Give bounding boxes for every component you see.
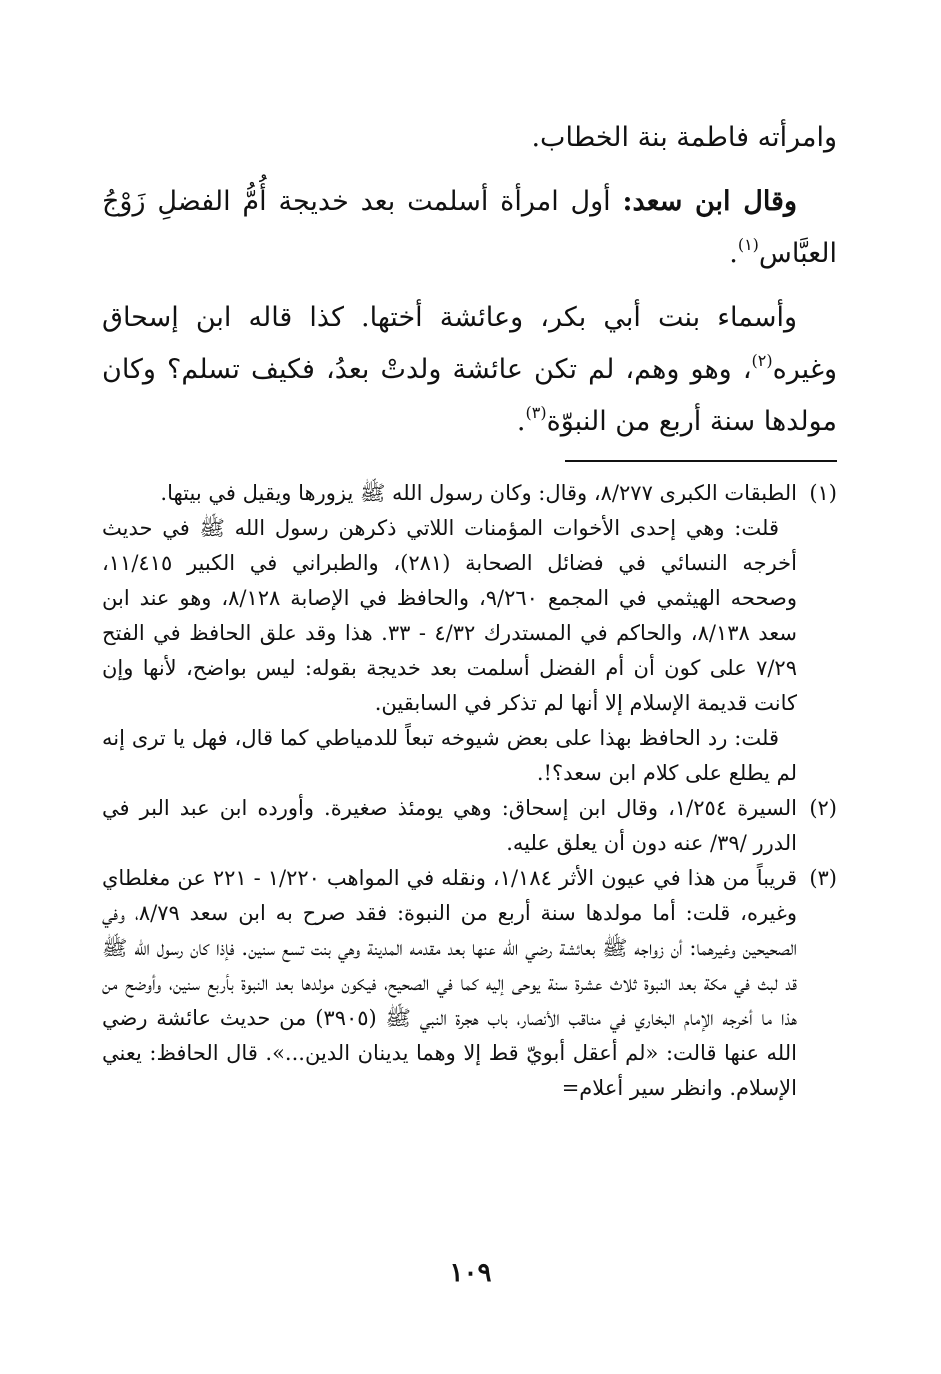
footnotes — [102, 476, 837, 1106]
footnote-3-line-1: قريباً من هذا في عيون الأثر ١/١٨٤، ونقله في المواهب ١/٢٢٠ - ٢٢١ عن مغلطاي وغيره، قلت: أما مولدها سنة أربع من النبوة: فقد صرح به ابن سعد ٨/٧٩، وفي الصحيحين وغيرهما: أن زواجه ﷺ بعائشة رضي الله عنها بعد مقدمه المدينة وهي بنت تسع سنين. فإذا كان رسول الله ﷺ قد لبث في مكة بعد النبوة ثلاث عشرة سنة يوحى إليه كما في الصحيح، فيكون مولدها بعد النبوة بأربع سنين، وأوضح من هذا ما أخرجه الإمام البخاري في مناقب الأنصار، باب هجرة النبي ﷺ (٣٩٠٥) من حديث عائشة رضي الله عنها قالت: «لم أعقل أبويّ قط إلا وهما يدينان الدين...». قال الحافظ: يعني الإسلام. وانظر سير أعلام= — [102, 866, 798, 1100]
footnote-1-line-3: قلت: رد الحافظ بهذا على بعض شيوخه تبعاً للدمياطي كما قال، فهل يا ترى إنه لم يطلع على كلام ابن سعد؟!. — [102, 726, 797, 785]
page-number: ١٠٩ — [449, 1258, 492, 1288]
paragraph-2-text: أول امرأة أسلمت بعد خديجة أُمُّ الفضلِ زَوْجُ العبَّاس — [102, 186, 837, 269]
paragraph-3-tail: . — [516, 406, 526, 437]
main-text — [102, 112, 837, 460]
paragraph-3-middle: ، وهو وهم، لم تكن عائشة ولدتْ بعدُ، فكيف تسلم؟ وكان مولدها سنة أربع من النبوّة — [102, 354, 837, 437]
footnote-3 — [102, 861, 837, 1106]
footnote-3-number: (٣) — [809, 866, 837, 890]
footnote-ref-3[interactable]: (٣) — [525, 403, 547, 422]
footnote-2-line-1: السيرة ١/٢٥٤، وقال ابن إسحاق: وهي يومئذ صغيرة. وأورده ابن عبد البر في الدرر /٣٩/ عنه دون أن يعلق عليه. — [102, 796, 797, 855]
paragraph-2 — [102, 176, 837, 280]
paragraph-1 — [102, 112, 837, 164]
paragraph-1-text: وامرأته فاطمة بنة الخطاب. — [531, 122, 837, 153]
footnote-separator — [565, 460, 837, 462]
footnote-1-number: (١) — [809, 481, 837, 505]
paragraph-2-lead: وقال ابن سعد: — [622, 186, 797, 217]
footnote-ref-1[interactable]: (١) — [737, 235, 759, 254]
footnote-2-number: (٢) — [809, 796, 837, 820]
footnote-2 — [102, 791, 837, 861]
paragraph-3 — [102, 292, 837, 448]
footnote-ref-2[interactable]: (٢) — [751, 351, 773, 370]
footnote-1-line-1: الطبقات الكبرى ٨/٢٧٧، وقال: وكان رسول الله ﷺ يزورها ويقيل في بيتها. — [160, 481, 797, 505]
footnote-1-line-2: قلت: وهي إحدى الأخوات المؤمنات اللاتي ذكرهن رسول الله ﷺ في حديث أخرجه النسائي في فضائل الصحابة (٢٨١)، والطبراني في الكبير ١١/٤١٥، وصححه الهيثمي في المجمع ٩/٢٦٠، والحافظ في الإصابة ٨/١٢٨، وهو عند ابن سعد ٨/١٣٨، والحاكم في المستدرك ٤/٣٢ - ٣٣. هذا وقد علق الحافظ في الفتح ٧/٢٩ على كون أن أم الفضل أسلمت بعد خديجة بقوله: ليس بواضح، لأنها وإن كانت قديمة الإسلام إلا أنها لم تذكر في السابقين. — [102, 516, 798, 715]
paragraph-3-text: وأسماء بنت أبي بكر، وعائشة أختها. كذا قاله ابن إسحاق وغيره — [102, 302, 837, 385]
footnote-1 — [102, 476, 837, 791]
paragraph-2-tail: . — [729, 238, 738, 269]
